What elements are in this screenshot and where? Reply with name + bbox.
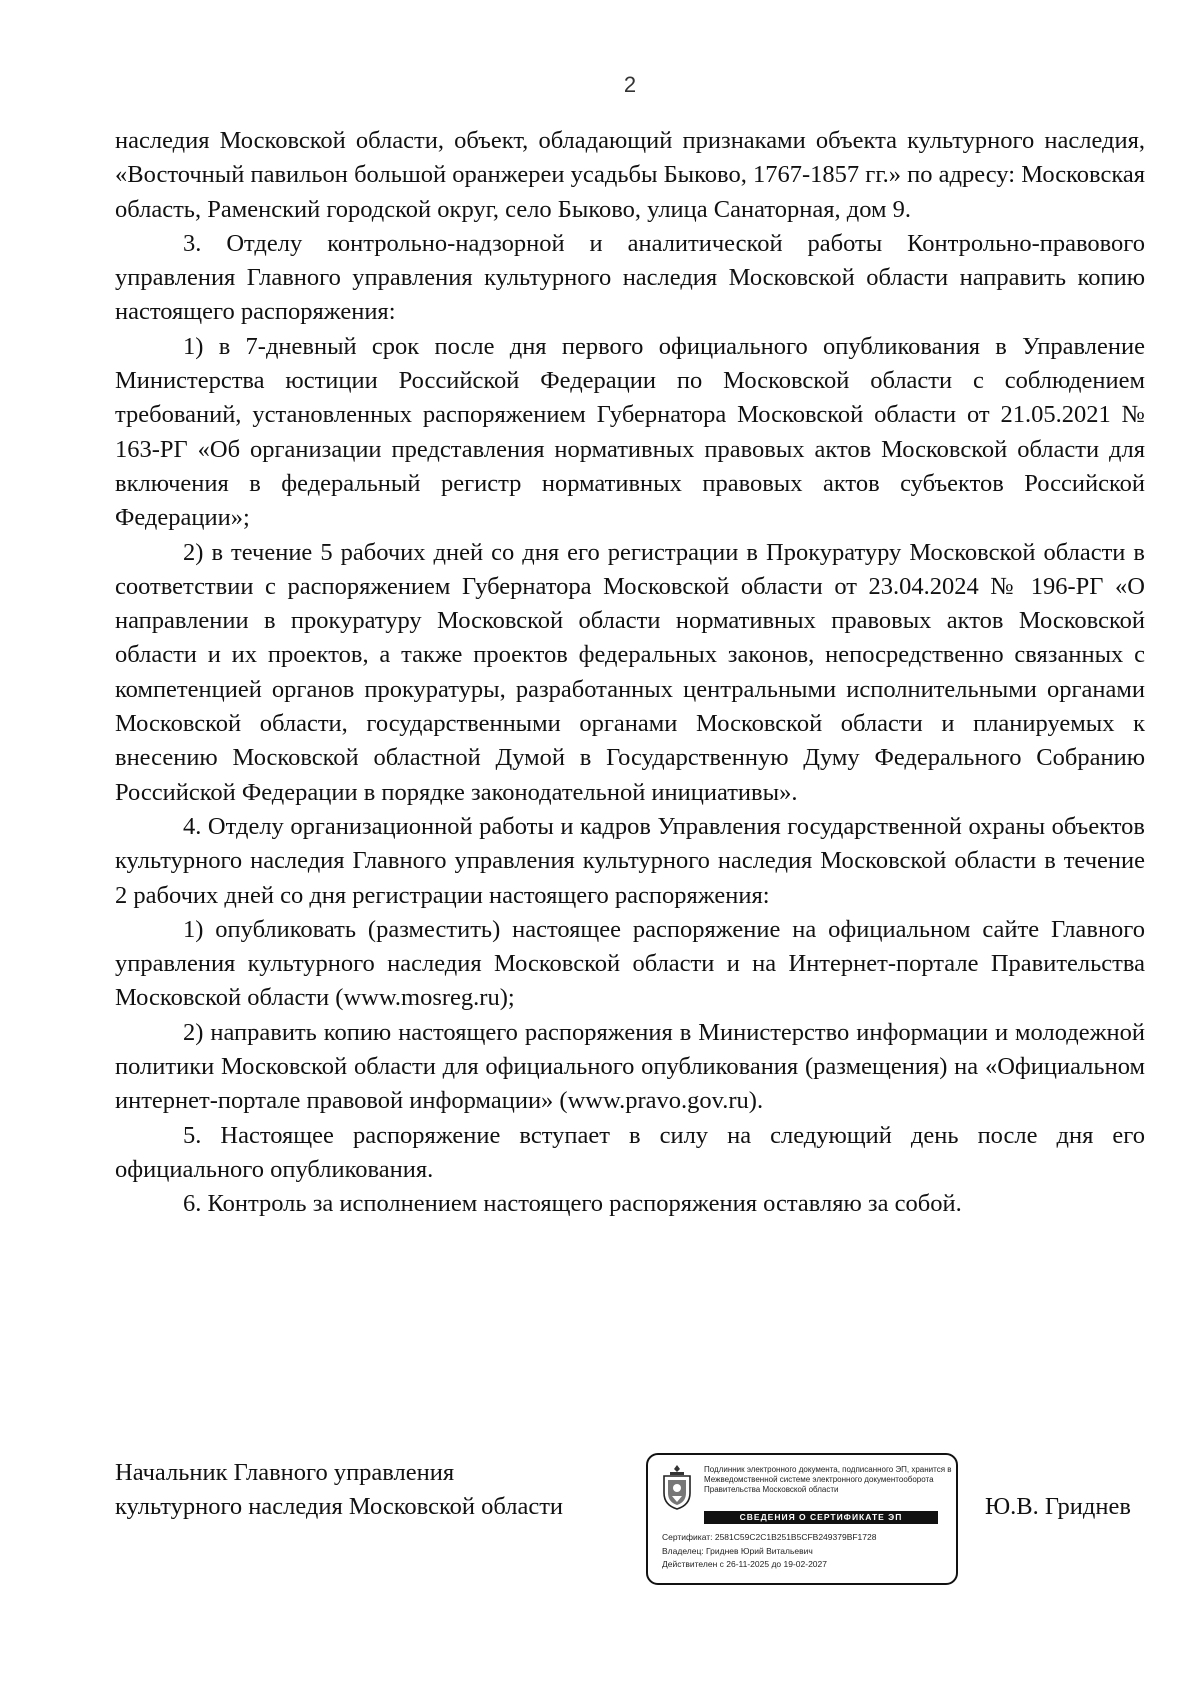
signatory-title-line1: Начальник Главного управления (115, 1459, 455, 1486)
stamp-certificate: Сертификат: 2581C59C2C1B251B5CFB249379BF1728 (662, 1532, 877, 1542)
signatory-title (115, 1456, 563, 1525)
stamp-owner: Владелец: Гриднев Юрий Витальевич (662, 1545, 813, 1556)
stamp-details (662, 1531, 952, 1572)
paragraph-item-6: 6. Контроль за исполнением настоящего распоряжения оставляю за собой. (183, 1190, 962, 1218)
paragraph-item-3: 3. Отделу контрольно-надзорной и аналитической работы Контрольно-правового управления Главного управления культурного наследия Московской области направить копию настоящего распоряжения: (115, 229, 1145, 326)
stamp-validity: Действителен с 26-11-2025 до 19-02-2027 (662, 1559, 827, 1569)
signatory-name: Ю.В. Гриднев (985, 1493, 1131, 1520)
page-number: 2 (623, 72, 637, 97)
paragraph-item-5: 5. Настоящее распоряжение вступает в силу на следующий день после дня его официального опубликования. (115, 1121, 1145, 1183)
paragraph-item-4: 4. Отделу организационной работы и кадров Управления государственной охраны объектов культурного наследия Главного управления культурного наследия Московской области в течение 2 рабочих дней со дня регистрации настоящего распоряжения: (115, 812, 1145, 909)
paragraph-item-4-1: 1) опубликовать (разместить) настоящее распоряжение на официальном сайте Главного управления культурного наследия Московской области и на Интернет-портале Правительства Московской области (www.mosreg.ru); (115, 915, 1145, 1012)
paragraph-continuation: наследия Московской области, объект, обладающий признаками объекта культурного наследия, «Восточный павильон большой оранжереи усадьбы Быково, 1767-1857 гг.» по адресу: Московская область, Раменский городской округ, село Быково, улица Санаторная, дом 9. (115, 127, 1145, 223)
stamp-header: СВЕДЕНИЯ О СЕРТИФИКАТЕ ЭП (704, 1511, 938, 1524)
paragraph-item-4-2: 2) направить копию настоящего распоряжения в Министерство информации и молодежной политики Московской области для официального опубликования (размещения) на «Официальном интернет-портале правовой информации» (www.pravo.gov.ru). (115, 1018, 1145, 1115)
stamp-note: Подлинник электронного документа, подписанного ЭП, хранится в Межведомственной системе электронного документооборота Правительства Московской области (704, 1465, 952, 1494)
document-body (115, 124, 1145, 1222)
paragraph-item-3-2: 2) в течение 5 рабочих дней со дня его регистрации в Прокуратуру Московской области в соответствии с распоряжением Губернатора Московской области от 23.04.2024 № 196-РГ «О направлении в прокуратуру Московской области нормативных правовых актов Московской области и их проектов, а также проектов федеральных законов, непосредственно связанных с компетенцией органов прокуратуры, разработанных центральными исполнительными органами Московской области, государственными органами Московской области и планируемых к внесению Московской областной Думой в Государственную Думу Федерального Собранию Российской Федерации в порядке законодательной инициативы». (115, 538, 1145, 806)
paragraph-item-3-1: 1) в 7-дневный срок после дня первого официального опубликования в Управление Министерства юстиции Российской Федерации по Московской области с соблюдением требований, установленных распоряжением Губернатора Московской области от 21.05.2021 № 163-РГ «Об организации представления нормативных правовых актов Московской области для включения в федеральный регистр нормативных правовых актов субъектов Российской Федерации»; (115, 332, 1145, 532)
coat-of-arms-icon (660, 1463, 694, 1511)
signatory-title-line2: культурного наследия Московской области (115, 1493, 564, 1521)
e-signature-stamp (646, 1453, 958, 1585)
